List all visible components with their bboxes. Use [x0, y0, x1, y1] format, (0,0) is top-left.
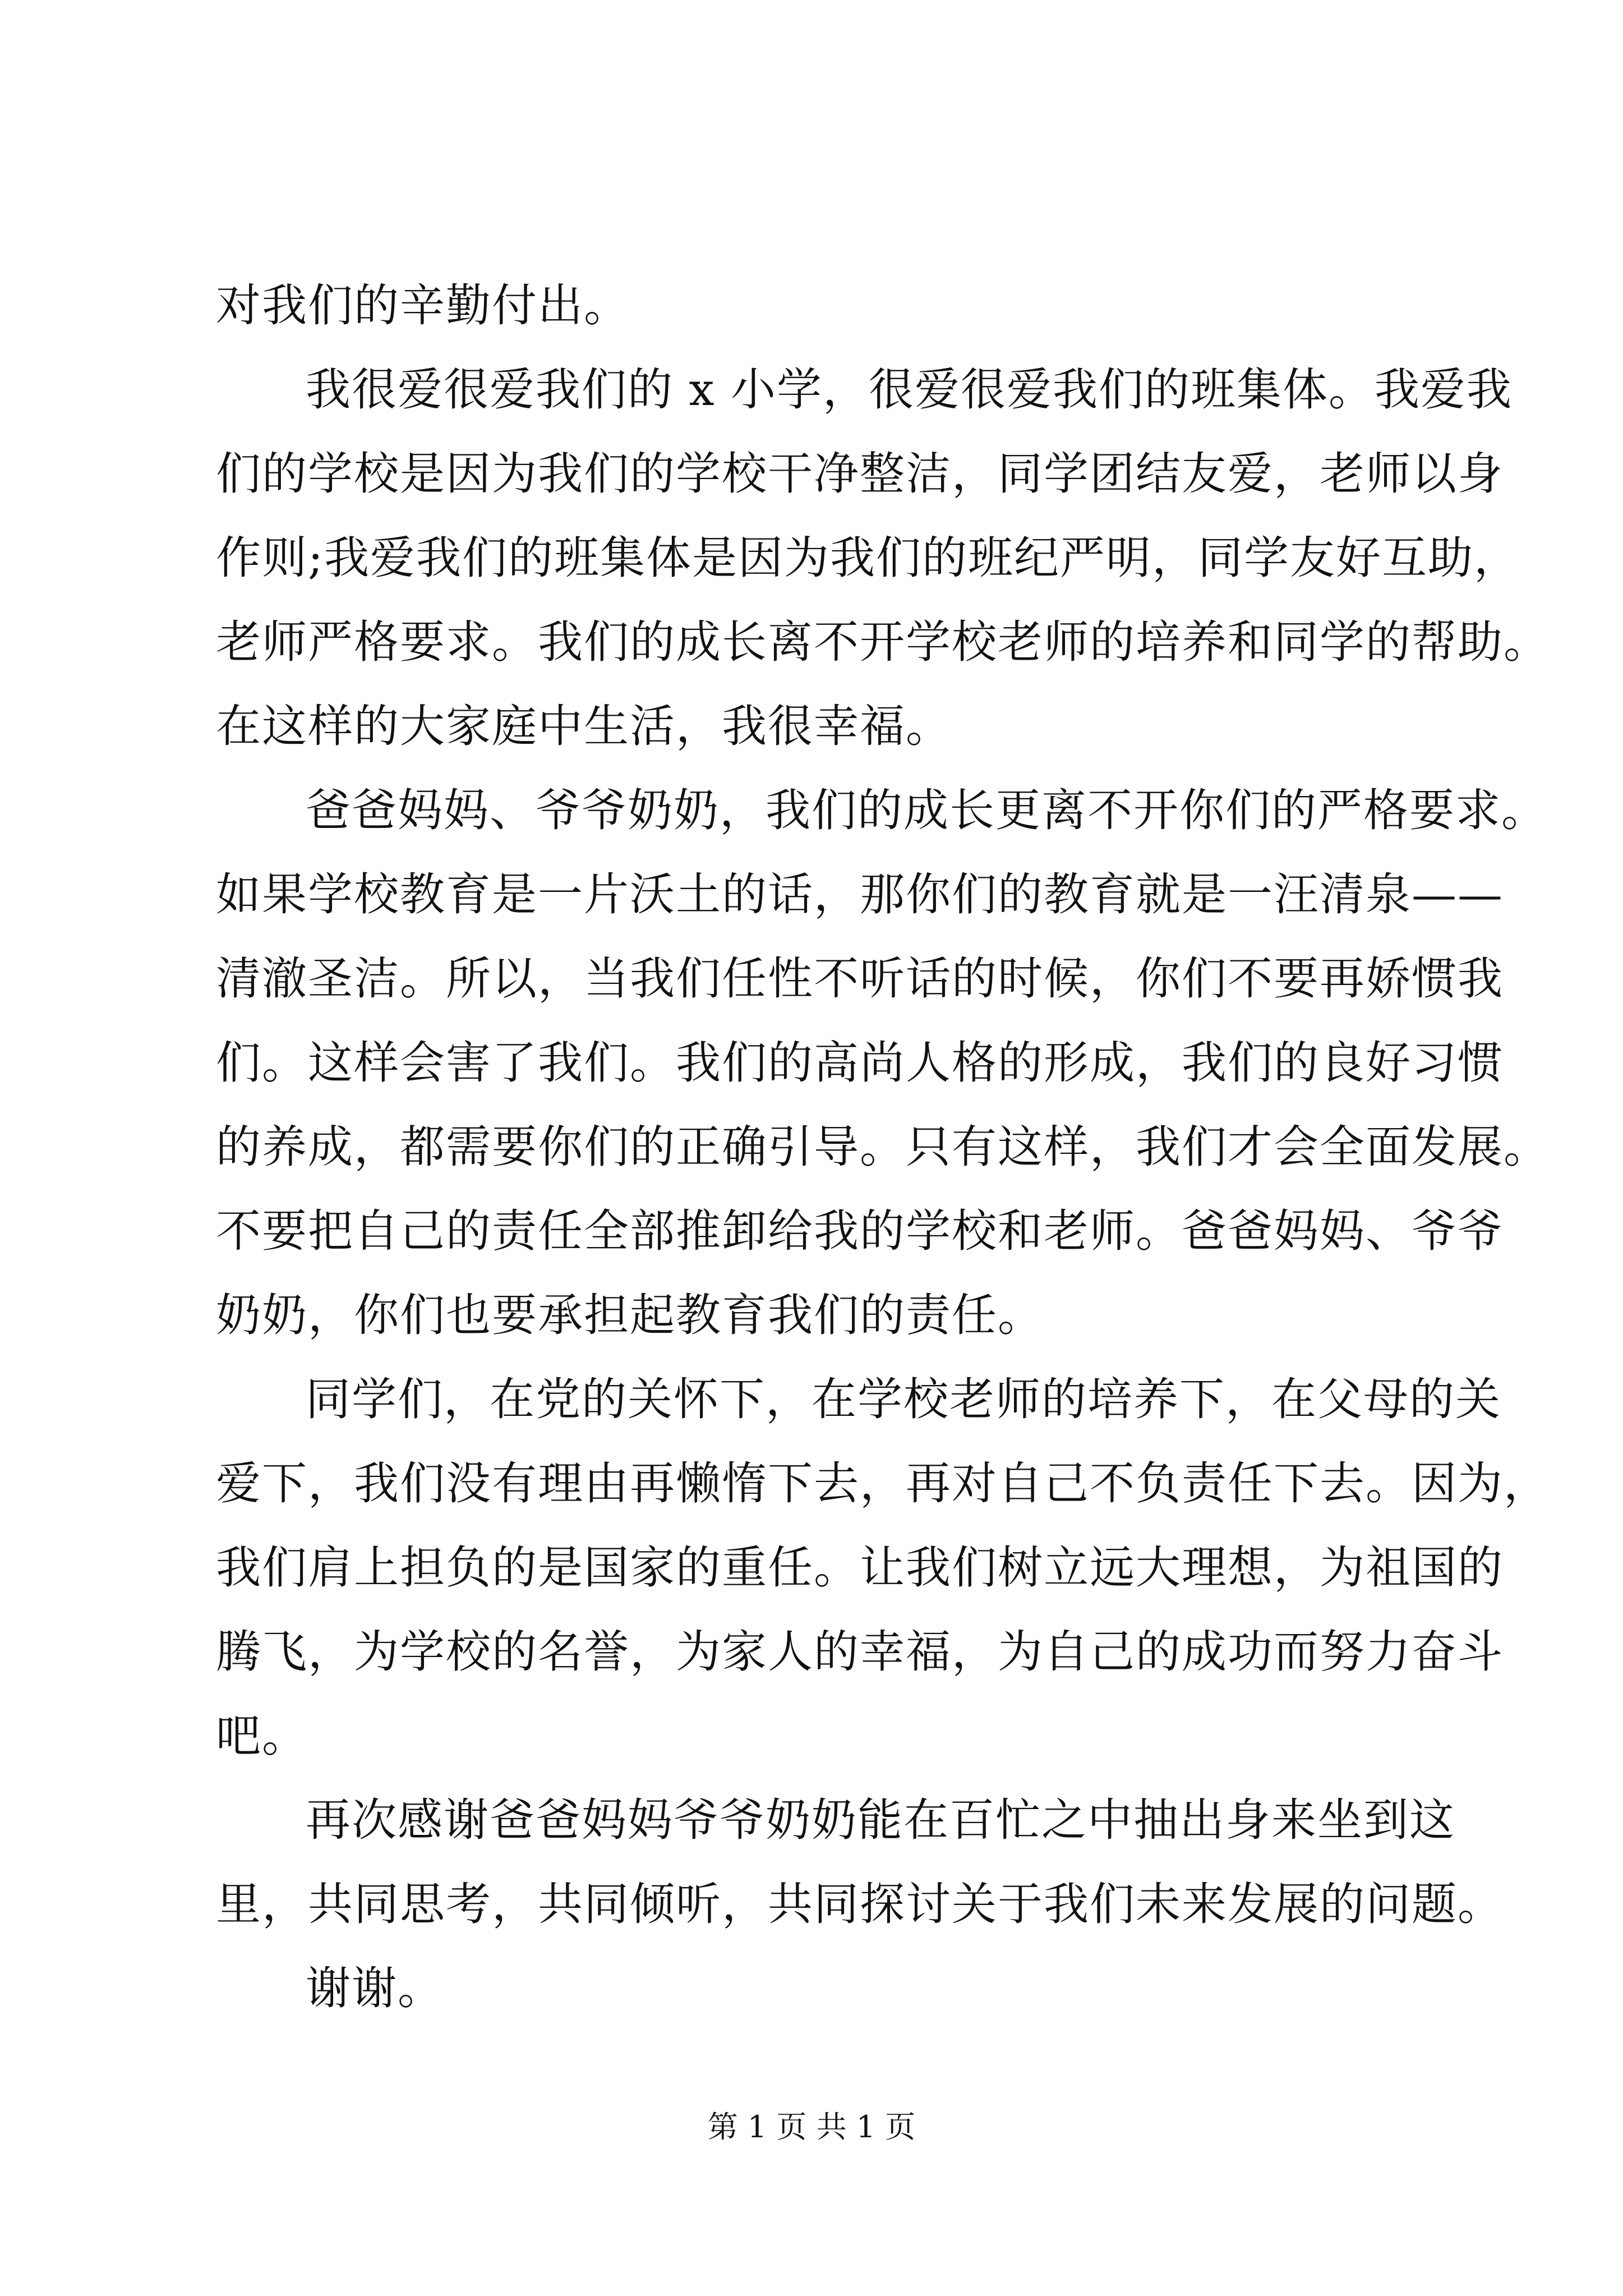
text-line-20: 里，共同思考，共同倾听，共同探讨关于我们未来发展的问题。: [216, 1878, 1504, 1930]
text-line-14: 同学们，在党的关怀下，在学校老师的培养下，在父母的关: [306, 1373, 1501, 1425]
text-line-18: 吧。: [216, 1710, 308, 1762]
text-line-11: 的养成，都需要你们的正确引导。只有这样，我们才会全面发展。: [216, 1121, 1550, 1173]
document-body: [216, 264, 1550, 2031]
text-line-12: 不要把自己的责任全部推卸给我的学校和老师。爸爸妈妈、爷爷: [216, 1205, 1504, 1257]
text-line-15: 爱下，我们没有理由再懒惰下去，再对自己不负责任下去。因为，: [216, 1457, 1550, 1510]
text-line-16: 我们肩上担负的是国家的重任。让我们树立远大理想，为祖国的: [216, 1542, 1504, 1594]
text-line-19: 再次感谢爸爸妈妈爷爷奶奶能在百忙之中抽出身来坐到这: [306, 1794, 1455, 1846]
text-line-3: 们的学校是因为我们的学校干净整洁，同学团结友爱，老师以身: [216, 448, 1504, 500]
text-line-4: 作则;我爱我们的班集体是因为我们的班纪严明，同学友好互助，: [216, 532, 1520, 584]
text-line-10: 们。这样会害了我们。我们的高尚人格的形成，我们的良好习惯: [216, 1037, 1504, 1089]
text-line-5: 老师严格要求。我们的成长离不开学校老师的培养和同学的帮助。: [216, 616, 1550, 668]
text-line-2: 我很爱很爱我们的 x 小学，很爱很爱我们的班集体。我爱我: [306, 364, 1513, 416]
text-line-8: 如果学校教育是一片沃土的话，那你们的教育就是一汪清泉——: [216, 868, 1504, 921]
text-line-6: 在这样的大家庭中生活，我很幸福。: [216, 700, 952, 752]
page-footer: 第 1 页 共 1 页: [707, 2109, 916, 2145]
text-line-17: 腾飞，为学校的名誉，为家人的幸福，为自己的成功而努力奋斗: [216, 1626, 1504, 1678]
text-line-1: 对我们的辛勤付出。: [216, 279, 630, 332]
text-line-7: 爸爸妈妈、爷爷奶奶，我们的成长更离不开你们的严格要求。: [306, 784, 1547, 836]
text-line-21: 谢谢。: [306, 1962, 444, 2014]
text-line-13: 奶奶，你们也要承担起教育我们的责任。: [216, 1289, 1044, 1341]
text-line-9: 清澈圣洁。所以，当我们任性不听话的时候，你们不要再娇惯我: [216, 953, 1504, 1005]
